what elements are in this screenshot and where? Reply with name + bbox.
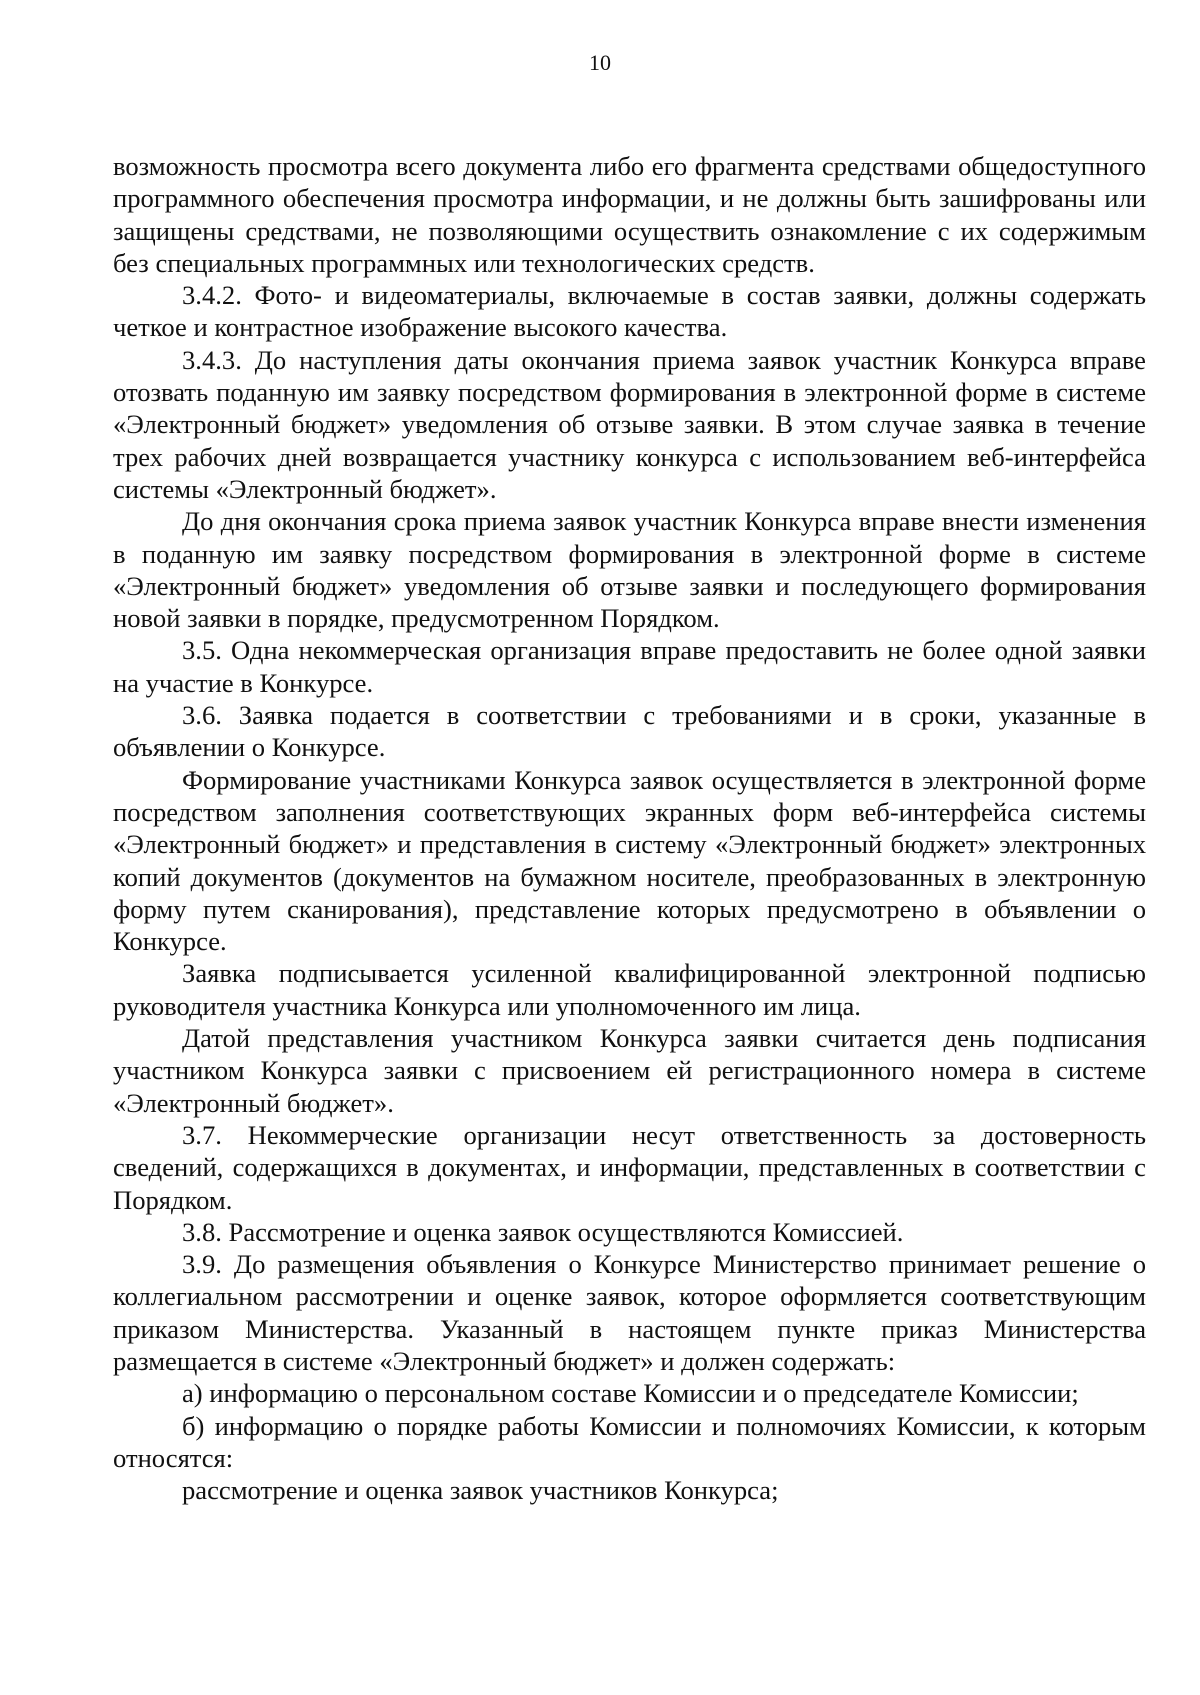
paragraph-3-4-3: 3.4.3. До наступления даты окончания приема заявок участник Конкурса вправе отозвать поданную им заявку посредством формирования в электронной форме в системе «Электронный бюджет» уведомления об отзыве заявки. В этом случае заявка в течение трех рабочих дней возвращается участнику конкурса с использованием веб-интерфейса системы «Электронный бюджет». (113, 344, 1146, 504)
paragraph-3-6: 3.6. Заявка подается в соответствии с требованиями и в сроки, указанные в объявлении о Конкурсе. (113, 700, 1146, 763)
paragraph-3-7: 3.7. Некоммерческие организации несут ответственность за достоверность сведений, содержащихся в документах, и информации, представленных в соответствии с Порядком. (113, 1119, 1146, 1215)
document-body (113, 150, 1146, 1506)
paragraph-3-9: 3.9. До размещения объявления о Конкурсе Министерство принимает решение о коллегиальном рассмотрении и оценке заявок, которое оформляется соответствующим приказом Министерства. Указанный в настоящем пункте приказ Министерства размещается в системе «Электронный бюджет» и должен содержать: (113, 1249, 1146, 1376)
paragraph-3-4-2: 3.4.2. Фото- и видеоматериалы, включаемые в состав заявки, должны содержать четкое и контрастное изображение высокого качества. (113, 280, 1146, 343)
paragraph-signature: Заявка подписывается усиленной квалифицированной электронной подписью руководителя участника Конкурса или уполномоченного им лица. (113, 958, 1146, 1021)
list-item-a: а) информацию о персональном составе Комиссии и о председателе Комиссии; (182, 1378, 1079, 1409)
paragraph-submission-date: Датой представления участником Конкурса заявки считается день подписания участником Конкурса заявки с присвоением ей регистрационного номера в системе «Электронный бюджет». (113, 1023, 1146, 1118)
page-number: 10 (589, 50, 611, 75)
list-subitem: рассмотрение и оценка заявок участников Конкурса; (182, 1475, 779, 1506)
paragraph-3-8: 3.8. Рассмотрение и оценка заявок осуществляются Комиссией. (182, 1216, 904, 1247)
paragraph-formation: Формирование участниками Конкурса заявок осуществляется в электронной форме посредством заполнения соответствующих экранных форм веб-интерфейса системы «Электронный бюджет» и представления в систему «Электронный бюджет» электронных копий документов (документов на бумажном носителе, преобразованных в электронную форму путем сканирования), представление которых предусмотрено в объявлении о Конкурсе. (113, 764, 1146, 957)
paragraph-3-5: 3.5. Одна некоммерческая организация вправе предоставить не более одной заявки на участие в Конкурсе. (113, 635, 1146, 698)
list-item-b: б) информацию о порядке работы Комиссии и полномочиях Комиссии, к которым относятся: (113, 1410, 1146, 1473)
paragraph-continuation: возможность просмотра всего документа либо его фрагмента средствами общедоступного программного обеспечения просмотра информации, и не должны быть зашифрованы или защищены средствами, не позволяющими осуществить ознакомление с их содержимым без специальных программных или технологических средств. (113, 151, 1146, 278)
paragraph-changes: До дня окончания срока приема заявок участник Конкурса вправе внести изменения в поданную им заявку посредством формирования в электронной форме в системе «Электронный бюджет» уведомления об отзыве заявки и последующего формирования новой заявки в порядке, предусмотренном Порядком. (113, 506, 1146, 634)
